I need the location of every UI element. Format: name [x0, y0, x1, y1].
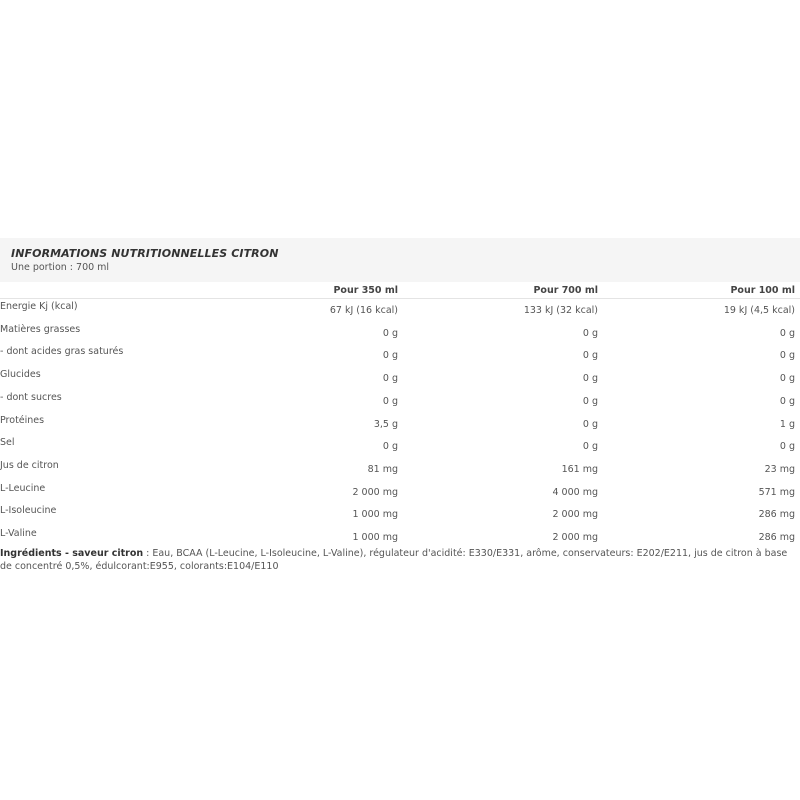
table-title: INFORMATIONS NUTRITIONNELLES CITRON: [11, 247, 279, 260]
row-value-col-1: 3,5 g: [373, 418, 398, 430]
row-label: - dont acides gras saturés: [0, 346, 124, 358]
row-value-col-3: 23 mg: [764, 463, 795, 475]
ingredients-text: [0, 548, 790, 570]
row-value-col-1: 0 g: [382, 373, 398, 385]
row-value-col-2: 0 g: [582, 395, 598, 407]
column-header-700ml: Pour 700 ml: [533, 285, 598, 296]
table-row: [0, 299, 800, 322]
table-row: [0, 481, 800, 504]
row-label: Jus de citron: [0, 459, 59, 471]
row-value-col-2: 0 g: [582, 441, 598, 453]
row-label: Energie Kj (kcal): [0, 301, 78, 312]
row-value-col-3: 571 mg: [758, 486, 795, 498]
table-row: [0, 322, 800, 345]
column-header-350ml: Pour 350 ml: [333, 285, 398, 296]
row-label: - dont sucres: [0, 391, 62, 403]
row-value-col-3: 286 mg: [758, 532, 795, 543]
row-label: Protéines: [0, 414, 45, 426]
portion-subtitle: Une portion : 700 ml: [11, 262, 110, 273]
row-value-col-3: 0 g: [779, 327, 795, 339]
ingredients-label: Ingrédients - saveur citron: [0, 548, 144, 559]
row-value-col-2: 4 000 mg: [552, 486, 598, 498]
row-value-col-3: 19 kJ (4,5 kcal): [723, 305, 795, 316]
row-value-col-1: 0 g: [382, 327, 398, 339]
row-label: L-Isoleucine: [0, 505, 57, 517]
table-row: [0, 526, 800, 549]
row-value-col-3: 0 g: [779, 441, 795, 453]
row-value-col-2: 161 mg: [561, 463, 598, 475]
row-value-col-1: 0 g: [382, 395, 398, 407]
ingredients-list: : Eau, BCAA (L-Leucine, L-Isoleucine, L-Valine), régulateur d'acidité: E330/E331, arôme, conservateurs: E202/E211, jus de citron à base de concentré 0,5%, édulcorant:E955, colorants:E104/E110: [0, 548, 788, 570]
row-value-col-2: 0 g: [582, 418, 598, 430]
row-value-col-1: 1 000 mg: [352, 532, 398, 543]
row-label: L-Leucine: [0, 482, 46, 494]
row-label: L-Valine: [0, 528, 37, 539]
row-value-col-2: 0 g: [582, 327, 598, 339]
row-label: Sel: [0, 437, 15, 449]
row-value-col-2: 2 000 mg: [552, 532, 598, 543]
header-band: [0, 238, 800, 282]
row-value-col-3: 0 g: [779, 350, 795, 362]
table-row: [0, 390, 800, 413]
row-value-col-2: 133 kJ (32 kcal): [523, 305, 598, 316]
row-value-col-3: 0 g: [779, 373, 795, 385]
row-value-col-3: 0 g: [779, 395, 795, 407]
row-value-col-1: 0 g: [382, 350, 398, 362]
row-label: Matières grasses: [0, 323, 81, 335]
table-row: [0, 344, 800, 367]
row-value-col-1: 2 000 mg: [352, 486, 398, 498]
row-value-col-3: 1 g: [779, 418, 795, 430]
table-row: [0, 503, 800, 526]
row-value-col-2: 0 g: [582, 373, 598, 385]
row-value-col-1: 1 000 mg: [352, 509, 398, 521]
row-value-col-1: 81 mg: [367, 463, 398, 475]
table-row: [0, 435, 800, 458]
table-row: [0, 413, 800, 436]
table-row: [0, 458, 800, 481]
row-value-col-2: 0 g: [582, 350, 598, 362]
table-row: [0, 367, 800, 390]
row-value-col-1: 0 g: [382, 441, 398, 453]
row-label: Glucides: [0, 369, 41, 381]
row-value-col-3: 286 mg: [758, 509, 795, 521]
row-value-col-2: 2 000 mg: [552, 509, 598, 521]
row-value-col-1: 67 kJ (16 kcal): [329, 305, 398, 316]
column-header-100ml: Pour 100 ml: [730, 285, 795, 296]
